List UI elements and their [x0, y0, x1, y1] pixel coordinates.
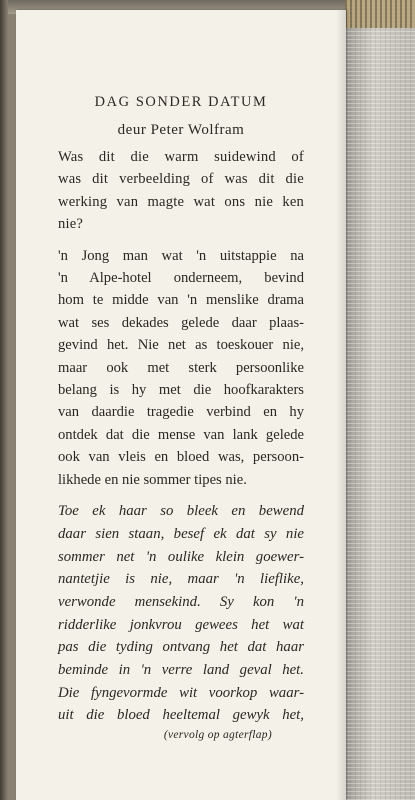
excerpt-line: beminde in 'n verre land geval het.: [58, 662, 304, 679]
excerpt-line: ridderlike jonkvrou gewees het wat: [58, 616, 304, 633]
excerpt-italic: [58, 500, 304, 743]
excerpt-line: nantetjie is nie, maar 'n lieflike,: [58, 571, 304, 588]
text-line: hom te midde van 'n menslike drama: [58, 292, 304, 309]
author-line: deur Peter Wolfram: [117, 122, 245, 138]
continued-note: (vervolg op agterflap): [163, 729, 272, 742]
text-line: 'n Jong man wat 'n uitstappie na: [58, 247, 304, 264]
excerpt-line: pas die tyding ontvang het dat haar: [58, 639, 304, 656]
book-cover-strip: [345, 0, 415, 800]
text-line: wat ses dekades gelede daar plaas-: [58, 314, 304, 331]
excerpt-line: verwonde mensekind. Sy kon 'n: [58, 593, 304, 610]
flap-fold-shadow: [336, 10, 346, 800]
text-line: gevind het. Nie net as toeskouer nie,: [58, 337, 304, 354]
flap-text: [58, 92, 304, 743]
book-title: DAG SONDER DATUM: [94, 94, 268, 110]
excerpt-line: daar sien staan, besef ek dat sy nie: [58, 525, 304, 542]
text-line: maar ook met sterk persoonlike: [58, 359, 304, 376]
text-line: Was dit die warm suidewind of: [58, 149, 304, 165]
excerpt-line: Toe ek haar so bleek en bewend: [58, 503, 304, 520]
synopsis-paragraph: [58, 245, 304, 491]
excerpt-line: uit die bloed heeltemal gewyk het,: [58, 707, 304, 724]
text-line: ontdek dat die mense van lank gelede: [58, 426, 304, 443]
text-line: belang is hy met die hoofkarakters: [58, 382, 304, 399]
text-line: van daardie tragedie verbind en hy: [58, 404, 304, 421]
intro-paragraph: [58, 146, 304, 236]
text-line: ook van vleis en bloed was, persoon-: [58, 449, 304, 466]
text-line: likhede en nie sommer tipes nie.: [58, 471, 247, 488]
scan-left-edge: [0, 0, 8, 800]
text-line: 'n Alpe-hotel onderneem, bevind: [58, 270, 304, 287]
book-cover-top-band: [345, 0, 415, 28]
excerpt-line: Die fyngevormde wit voorkop waar-: [58, 684, 304, 701]
text-line: nie?: [58, 216, 84, 233]
excerpt-line: sommer net 'n oulike klein goewer-: [58, 548, 304, 565]
text-line: was dit verbeelding of was dit die: [58, 171, 304, 188]
text-line: werking van magte wat ons nie ken: [58, 193, 304, 210]
